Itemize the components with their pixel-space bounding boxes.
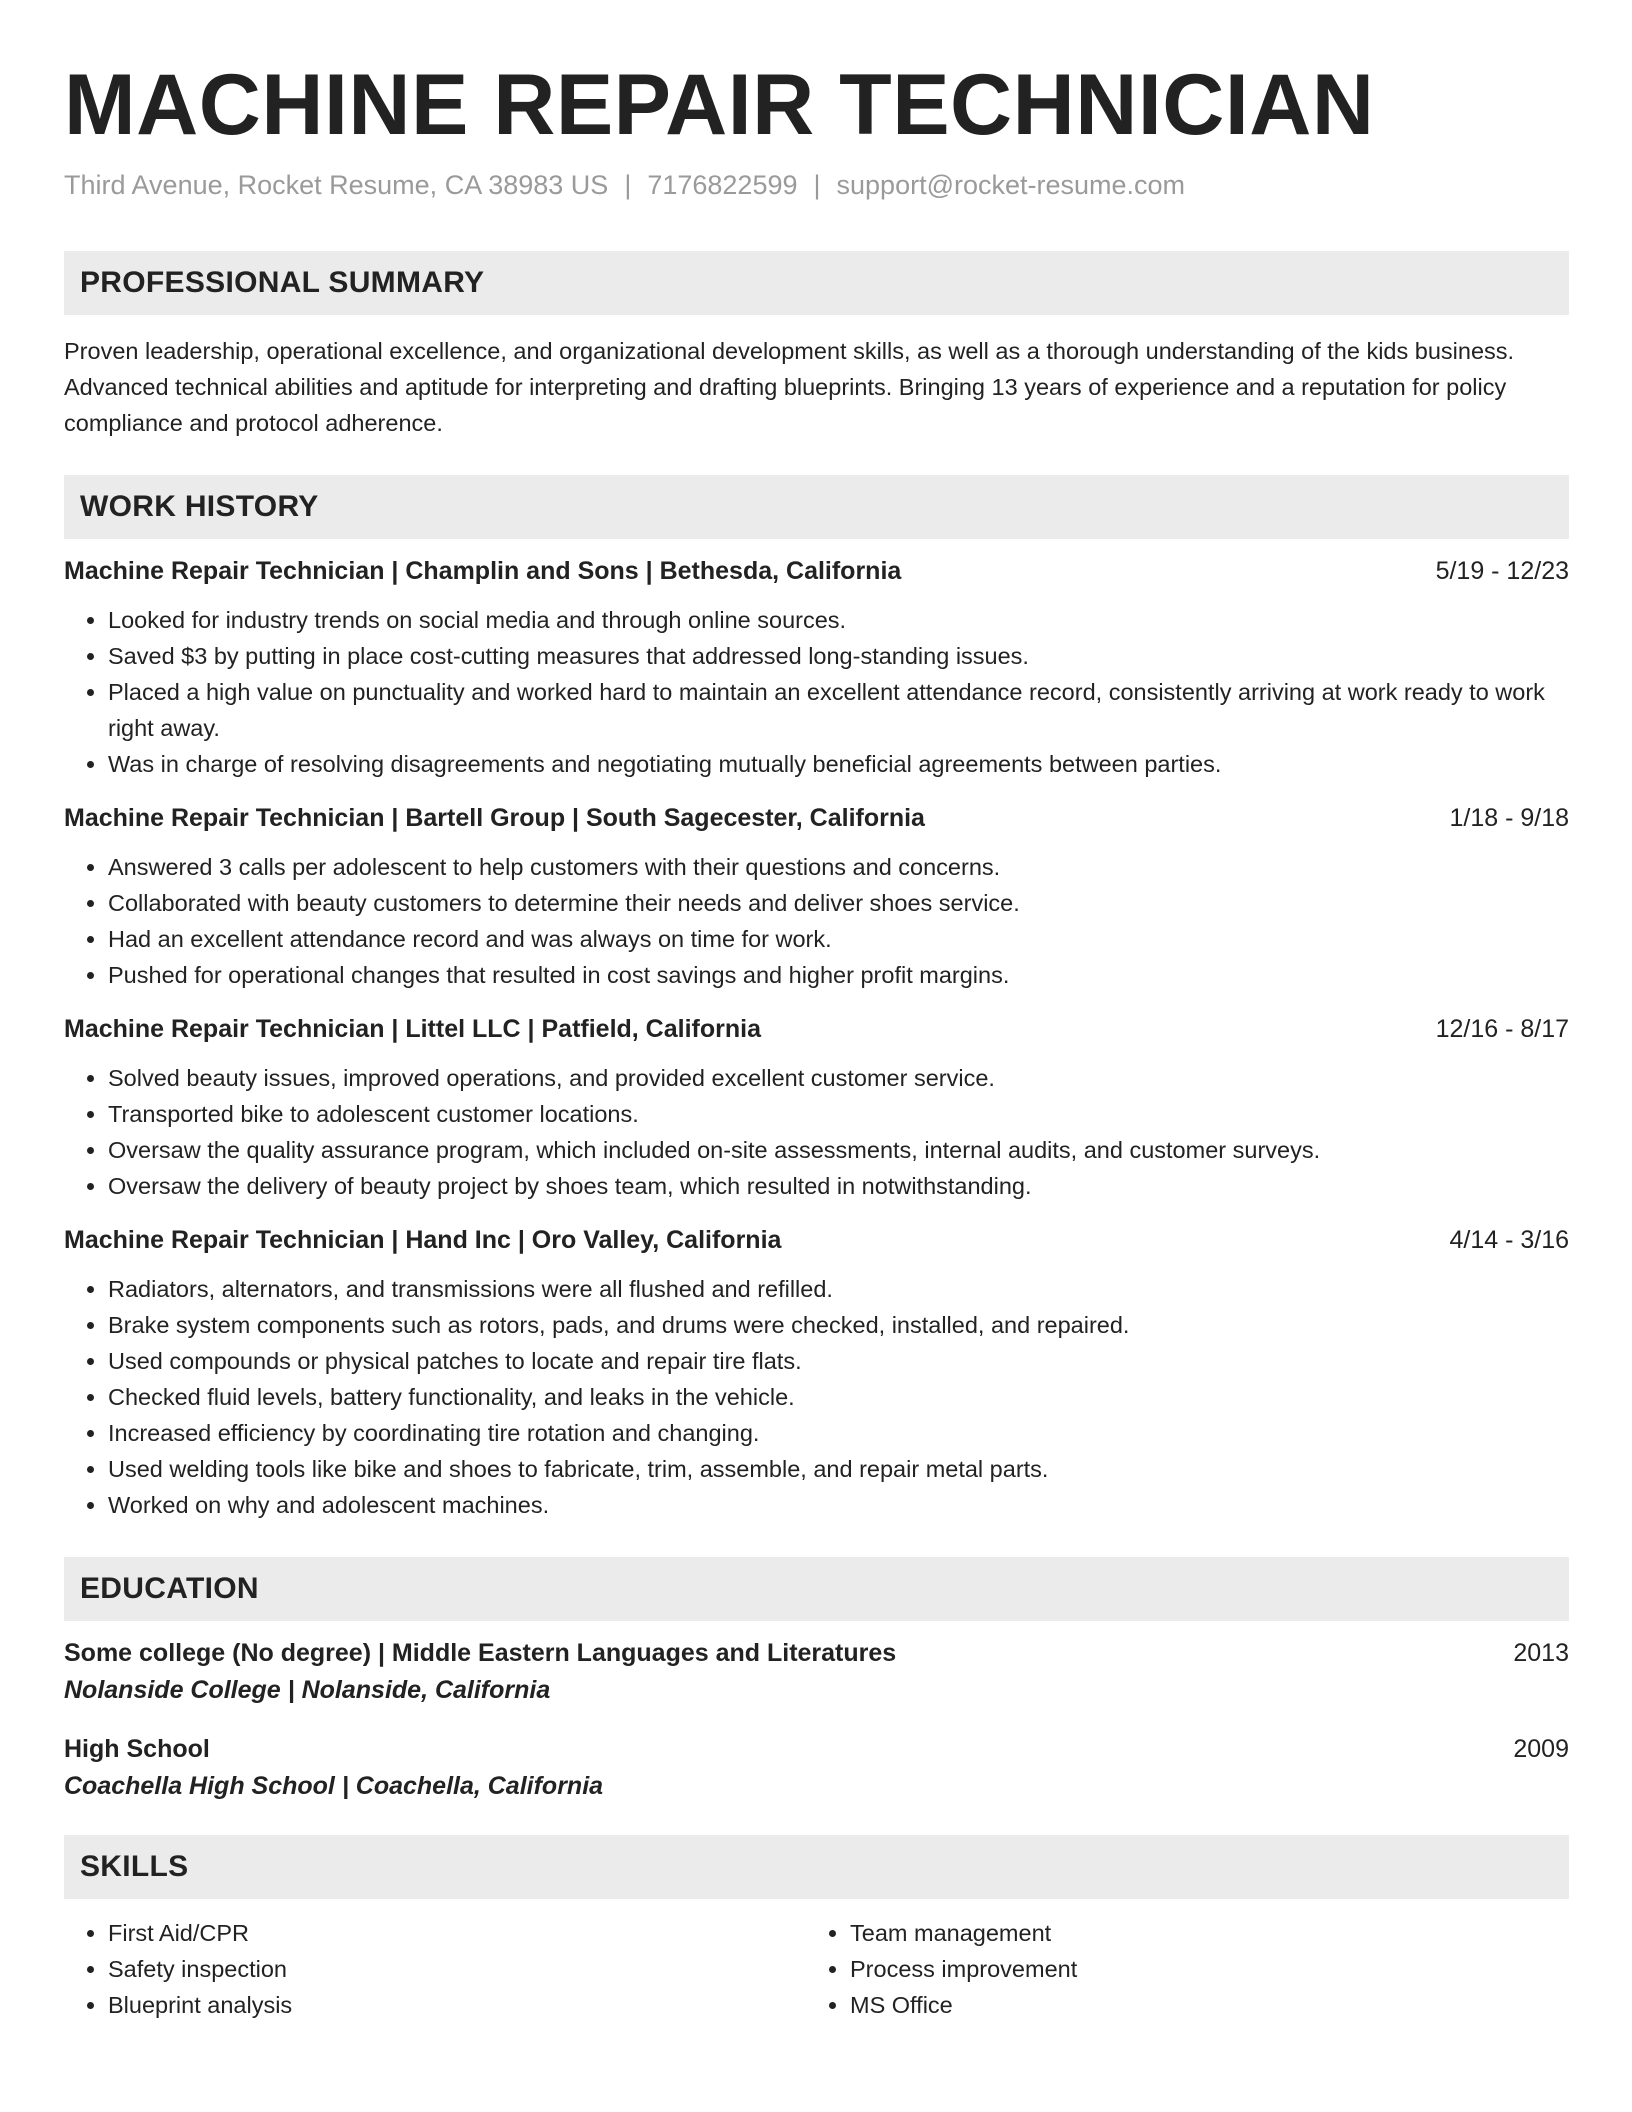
section-header-work-history [64, 475, 1569, 539]
education-header [64, 1735, 1569, 1764]
education-entry [64, 1735, 1569, 1801]
job-bullet: • Collaborated with beauty customers to determine their needs and deliver shoes service. [108, 885, 1569, 921]
skill-item: • Blueprint analysis [108, 1987, 806, 2023]
education-school: Coachella High School | Coachella, California [64, 1772, 604, 1800]
section-title: WORK HISTORY [80, 490, 319, 523]
job-title: Machine Repair Technician | Bartell Group | South Sagecester, California [64, 804, 925, 832]
job-bullet: • Worked on why and adolescent machines. [108, 1487, 1569, 1523]
education-school: Nolanside College | Nolanside, California [64, 1676, 551, 1704]
job-bullet: • Saved $3 by putting in place cost-cutting measures that addressed long-standing issues. [108, 638, 1569, 674]
summary-text: Proven leadership, operational excellence, and organizational development skills, as well as a thorough understanding of the kids business. Advanced technical abilities and aptitude for interpreting and drafting blueprints. Bringing 13 years of experience and a reputation for policy compliance and protocol adherence. [64, 338, 1515, 436]
job-title: Machine Repair Technician | Champlin and Sons | Bethesda, California [64, 557, 902, 585]
candidate-name: MACHINE REPAIR TECHNICIAN [64, 57, 1375, 153]
job-bullet: • Brake system components such as rotors, pads, and drums were checked, installed, and repaired. [108, 1307, 1569, 1343]
job-dates: 1/18 - 9/18 [1449, 804, 1569, 832]
job-bullet: • Placed a high value on punctuality and worked hard to maintain an excellent attendance record, consistently arriving at work ready to work right away. [108, 674, 1569, 746]
job-bullet: • Increased efficiency by coordinating tire rotation and changing. [108, 1415, 1569, 1451]
job-header [64, 804, 1569, 833]
job-bullets [64, 602, 1569, 782]
job-header [64, 1226, 1569, 1255]
skill-item: • First Aid/CPR [108, 1915, 806, 1951]
education-title: Some college (No degree) | Middle Eastern Languages and Literatures [64, 1639, 897, 1667]
job-dates: 5/19 - 12/23 [1435, 557, 1569, 585]
job-bullets [64, 849, 1569, 993]
job-dates: 4/14 - 3/16 [1449, 1226, 1569, 1254]
job-header [64, 557, 1569, 586]
skill-item: • Safety inspection [108, 1951, 806, 1987]
job-bullet: • Was in charge of resolving disagreements and negotiating mutually beneficial agreements between parties. [108, 746, 1569, 782]
job-bullet: • Checked fluid levels, battery functionality, and leaks in the vehicle. [108, 1379, 1569, 1415]
job-bullet: • Answered 3 calls per adolescent to help customers with their questions and concerns. [108, 849, 1569, 885]
job-bullet: • Radiators, alternators, and transmissions were all flushed and refilled. [108, 1271, 1569, 1307]
jobs-list [64, 557, 1569, 1523]
education-title: High School [64, 1735, 210, 1763]
job-bullet: • Pushed for operational changes that resulted in cost savings and higher profit margins. [108, 957, 1569, 993]
education-year: 2009 [1513, 1735, 1569, 1763]
job-entry [64, 1015, 1569, 1204]
contact-phone: 7176822599 [647, 170, 798, 200]
skill-item: • Team management [850, 1915, 1548, 1951]
education-header [64, 1639, 1569, 1668]
job-bullet: • Used welding tools like bike and shoes to fabricate, trim, assemble, and repair metal parts. [108, 1451, 1569, 1487]
job-entry [64, 1226, 1569, 1523]
job-bullet: • Looked for industry trends on social media and through online sources. [108, 602, 1569, 638]
education-year: 2013 [1513, 1639, 1569, 1667]
skill-item: • MS Office [850, 1987, 1548, 2023]
section-title: SKILLS [80, 1850, 189, 1883]
job-bullets [64, 1271, 1569, 1523]
skill-item: • Process improvement [850, 1951, 1548, 1987]
job-header [64, 1015, 1569, 1044]
contact-line [64, 170, 1569, 201]
skills-column-right [806, 1915, 1548, 2023]
job-bullet: • Oversaw the delivery of beauty project by shoes team, which resulted in notwithstanding. [108, 1168, 1569, 1204]
job-entry [64, 557, 1569, 782]
job-dates: 12/16 - 8/17 [1435, 1015, 1569, 1043]
job-bullet: • Solved beauty issues, improved operations, and provided excellent customer service. [108, 1060, 1569, 1096]
education-entry [64, 1639, 1569, 1705]
contact-email: support@rocket-resume.com [836, 170, 1186, 200]
skills-column-left [64, 1915, 806, 2023]
skills-list [64, 1915, 1569, 2023]
job-title: Machine Repair Technician | Littel LLC | Patfield, California [64, 1015, 761, 1043]
job-bullet: • Had an excellent attendance record and was always on time for work. [108, 921, 1569, 957]
section-title: PROFESSIONAL SUMMARY [80, 266, 485, 299]
section-title: EDUCATION [80, 1572, 259, 1605]
job-bullet: • Oversaw the quality assurance program, which included on-site assessments, internal audits, and customer surveys. [108, 1132, 1569, 1168]
section-header-skills [64, 1835, 1569, 1899]
job-bullet: • Transported bike to adolescent customer locations. [108, 1096, 1569, 1132]
job-bullets [64, 1060, 1569, 1204]
contact-address: Third Avenue, Rocket Resume, CA 38983 US [64, 170, 609, 200]
job-bullet: • Used compounds or physical patches to locate and repair tire flats. [108, 1343, 1569, 1379]
section-header-education [64, 1557, 1569, 1621]
job-title: Machine Repair Technician | Hand Inc | Oro Valley, California [64, 1226, 782, 1254]
contact-separator: | [624, 170, 632, 200]
contact-separator: | [813, 170, 821, 200]
job-entry [64, 804, 1569, 993]
section-header-summary [64, 251, 1569, 315]
